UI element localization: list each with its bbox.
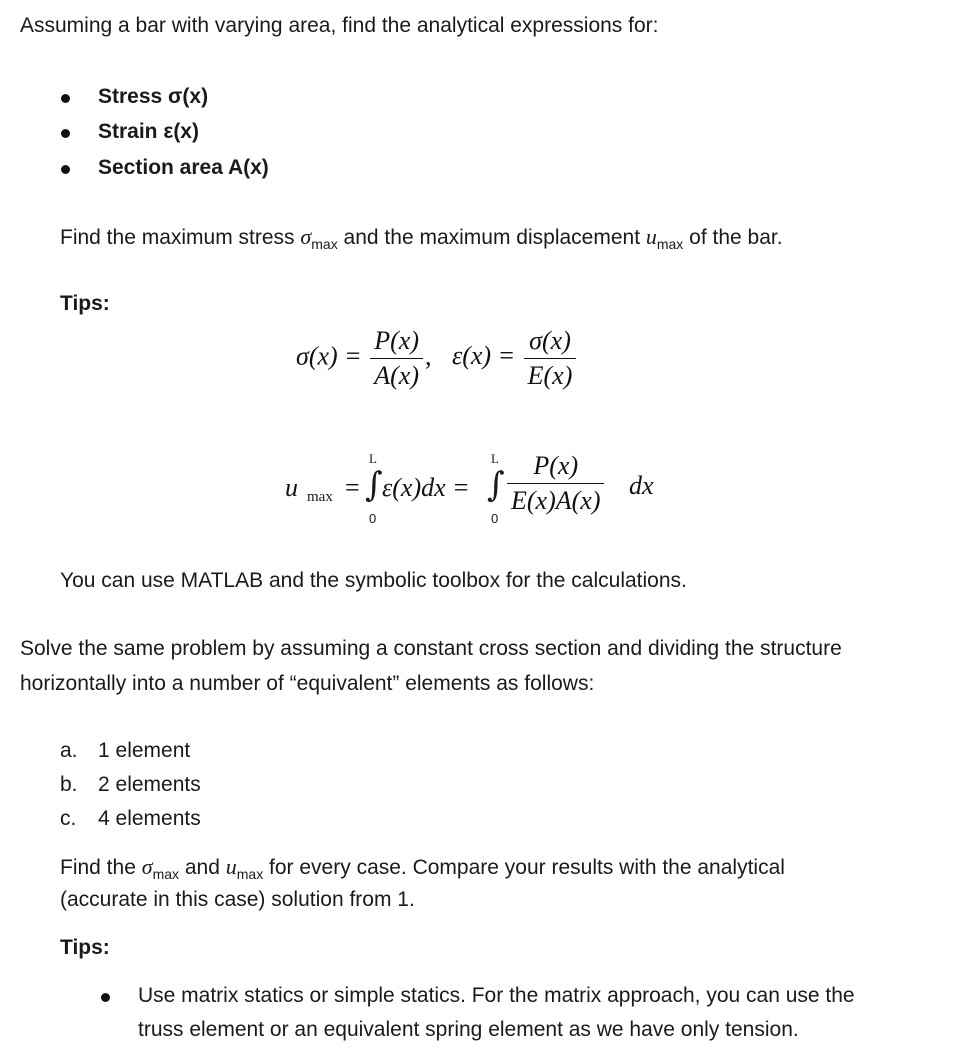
equals-sign: = (345, 473, 360, 502)
case-text: 2 elements (98, 773, 201, 796)
formula-comma: , (424, 341, 432, 371)
strain-numerator: σ(x) (529, 326, 571, 355)
formula-stress-strain (296, 326, 578, 391)
tips-heading: Tips: (60, 292, 110, 315)
stress-denominator: A(x) (370, 358, 423, 391)
displacement-fraction (507, 451, 604, 516)
case-marker: a. (60, 739, 78, 762)
strain-denominator: E(x) (524, 358, 577, 391)
dx-symbol: dx (629, 471, 654, 500)
bullet-icon (101, 993, 110, 1002)
solve-line-2: horizontally into a number of “equivalent” elements as follows: (20, 672, 595, 695)
tip-line-1: Use matrix statics or simple statics. For the matrix approach, you can use the (138, 984, 855, 1007)
tips-heading-2: Tips: (60, 936, 110, 959)
u-max-subscript: max (307, 489, 333, 505)
integrand-strain: ε(x)dx = (382, 473, 470, 502)
find2-text-2: and (179, 856, 226, 879)
find-case-line (60, 854, 785, 880)
displacement-denominator: E(x)A(x) (507, 483, 604, 516)
u-symbol: u (285, 473, 298, 502)
max-subscript: max (656, 236, 684, 252)
find2-text-3: for every case. Compare your results with the analytical (263, 856, 785, 879)
integral-icon: ∫ (487, 465, 505, 505)
find-max-line (60, 224, 783, 250)
max-subscript: max (152, 866, 180, 882)
integral-upper-limit: L (369, 451, 377, 466)
find-text-2: and the maximum displacement (337, 226, 646, 249)
list-item-area: Section area A(x) (98, 156, 269, 179)
stress-fraction (370, 326, 423, 391)
find2-text-1: Find the (60, 856, 142, 879)
sigma-lhs: σ(x) = (296, 341, 362, 371)
integral-upper-limit: L (491, 451, 499, 466)
sigma-symbol: σ (141, 854, 153, 879)
displacement-numerator: P(x) (533, 451, 579, 480)
case-text: 1 element (98, 739, 191, 762)
list-item-strain: Strain ε(x) (98, 120, 199, 143)
max-subscript: max (236, 866, 264, 882)
intro-text: Assuming a bar with varying area, find the analytical expressions for: (20, 14, 659, 37)
integral-lower-limit: 0 (369, 511, 377, 526)
case-marker: c. (60, 807, 77, 830)
bullet-icon (61, 129, 70, 138)
strain-fraction (524, 326, 577, 391)
integral-lower-limit: 0 (491, 511, 499, 526)
epsilon-lhs: ε(x) = (451, 341, 516, 371)
matlab-note: You can use MATLAB and the symbolic toolbox for the calculations. (60, 569, 687, 592)
tip-line-2: truss element or an equivalent spring element as we have only tension. (138, 1018, 799, 1041)
u-symbol: u (645, 224, 657, 249)
find-text-3: of the bar. (683, 226, 783, 249)
bullet-icon (61, 165, 70, 174)
formula-displacement (285, 445, 685, 535)
case-text: 4 elements (98, 807, 201, 830)
integral-icon: ∫ (365, 465, 383, 505)
find-text-1: Find the maximum stress (60, 226, 301, 249)
solve-line-1: Solve the same problem by assuming a constant cross section and dividing the structure (20, 637, 842, 660)
find-case-line-2: (accurate in this case) solution from 1. (60, 888, 415, 911)
list-item-stress: Stress σ(x) (98, 85, 209, 108)
bullet-icon (61, 94, 70, 103)
case-marker: b. (60, 773, 78, 796)
u-symbol: u (225, 854, 237, 879)
stress-numerator: P(x) (374, 326, 419, 355)
sigma-symbol: σ (300, 224, 312, 249)
max-subscript: max (311, 236, 338, 252)
integrand-fraction (505, 451, 606, 516)
